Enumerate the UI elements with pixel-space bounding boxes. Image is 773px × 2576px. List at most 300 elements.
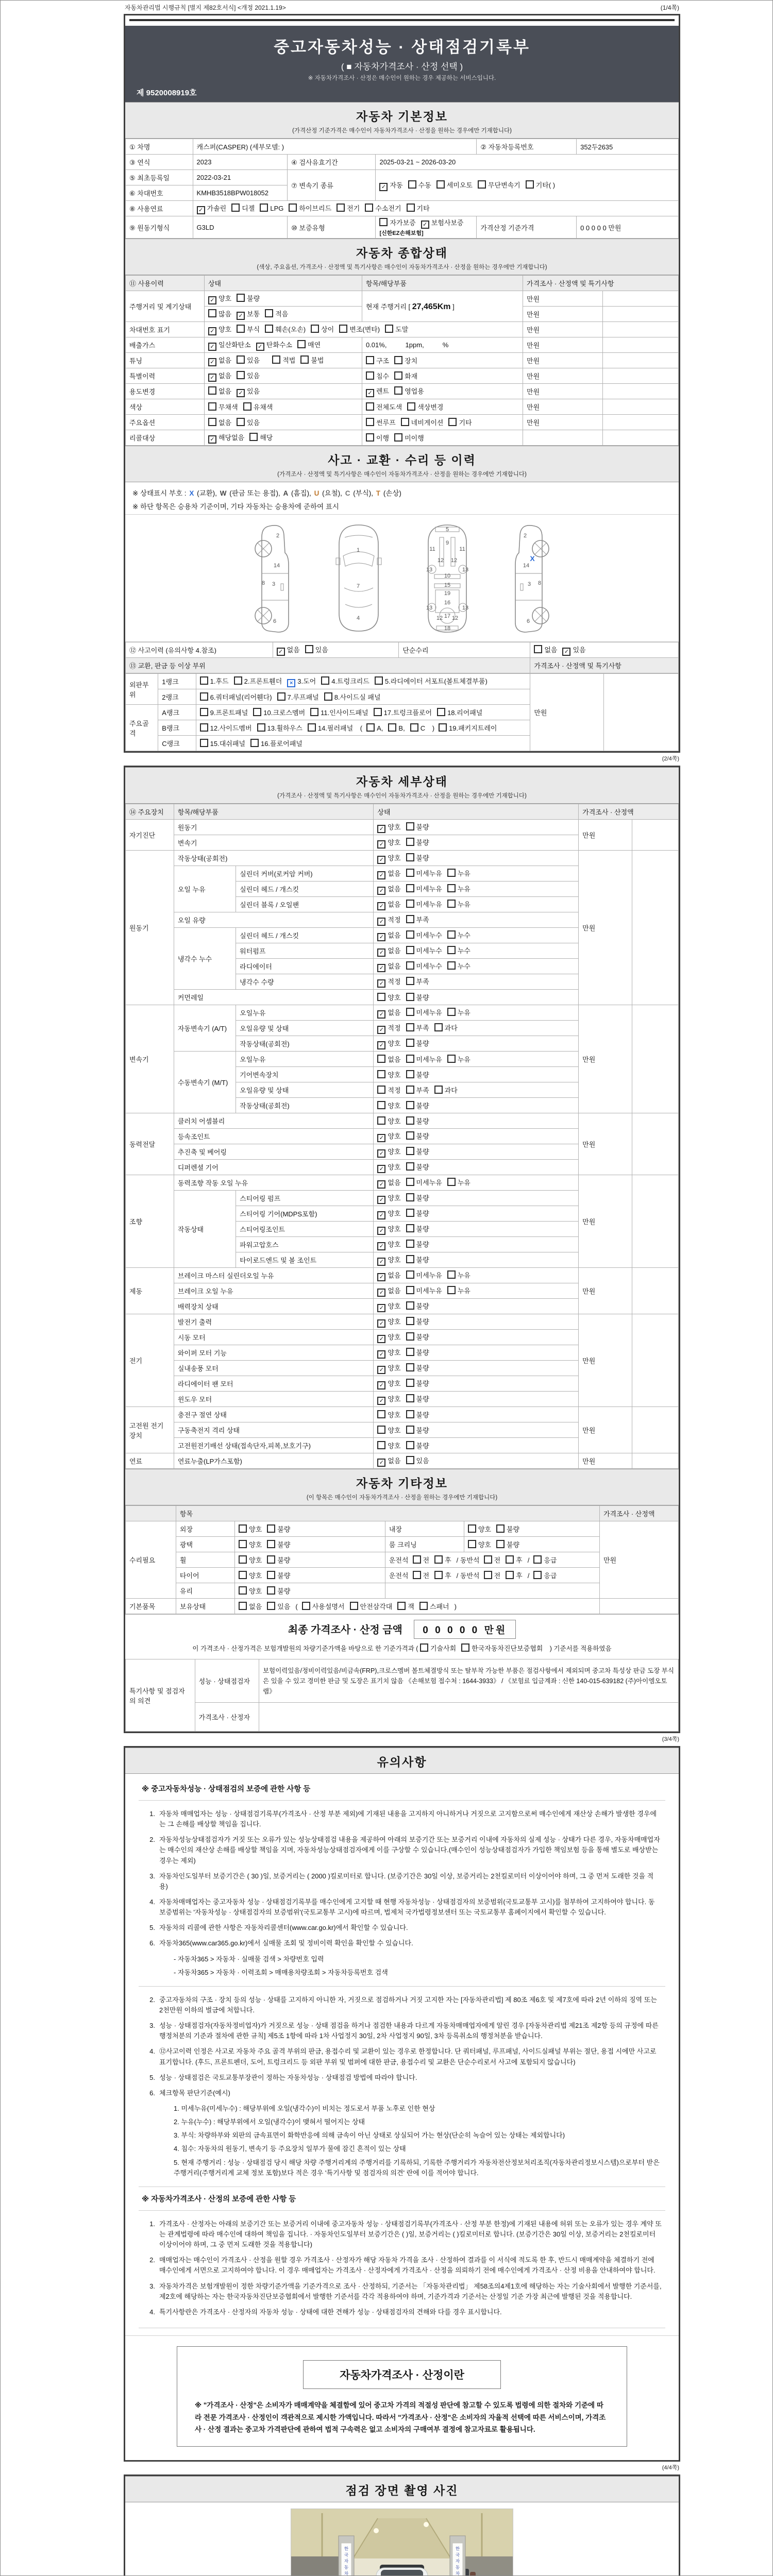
checkbox-option[interactable] <box>406 1363 429 1372</box>
checkbox-option[interactable] <box>237 417 260 427</box>
checkbox-icon[interactable] <box>406 977 414 985</box>
checkbox-option[interactable] <box>200 692 272 702</box>
checkbox-icon[interactable] <box>237 294 245 302</box>
checkbox-icon[interactable] <box>434 1555 443 1564</box>
checkbox-icon[interactable] <box>208 402 216 411</box>
checkbox-option[interactable] <box>448 417 472 427</box>
checkbox-icon[interactable] <box>339 325 347 333</box>
checkbox-option[interactable] <box>265 309 288 318</box>
checkbox-option[interactable] <box>406 1316 429 1326</box>
checkbox-icon[interactable] <box>265 325 273 333</box>
checkbox-option[interactable] <box>377 1146 400 1158</box>
checkbox-icon[interactable] <box>297 340 306 348</box>
checkbox-icon[interactable] <box>406 930 414 939</box>
checkbox-icon[interactable] <box>253 708 261 716</box>
checkbox-icon[interactable] <box>366 356 374 364</box>
checkbox-option[interactable] <box>374 707 432 717</box>
checkbox-icon[interactable] <box>267 1540 275 1548</box>
checked-checkbox-icon[interactable]: ✓ <box>377 1242 385 1250</box>
checked-checkbox-icon[interactable]: ✓ <box>377 1010 385 1019</box>
checkbox-icon[interactable] <box>448 418 457 426</box>
checkbox-option[interactable] <box>375 676 488 686</box>
checkbox-option[interactable] <box>447 930 470 940</box>
checkbox-option[interactable] <box>377 853 400 864</box>
checkbox-icon[interactable] <box>257 723 265 732</box>
checkbox-option[interactable] <box>406 1239 429 1249</box>
checkbox-icon[interactable] <box>234 676 242 685</box>
checkbox-icon[interactable] <box>437 708 445 716</box>
checkbox-option[interactable] <box>257 723 303 733</box>
checkbox-option[interactable] <box>208 355 231 366</box>
checkbox-option[interactable] <box>200 676 229 686</box>
checkbox-icon[interactable] <box>243 402 251 411</box>
checkbox-option[interactable] <box>377 1410 400 1419</box>
checkbox-icon[interactable] <box>478 180 486 189</box>
checkbox-icon[interactable] <box>379 218 388 226</box>
checkbox-icon[interactable] <box>406 838 414 846</box>
checkbox-icon[interactable] <box>406 1426 414 1434</box>
checkbox-option[interactable] <box>231 203 255 213</box>
checkbox-option[interactable] <box>394 355 417 365</box>
checkbox-option[interactable] <box>237 293 260 303</box>
checkbox-option[interactable] <box>265 324 306 334</box>
checkbox-option[interactable] <box>406 1023 429 1032</box>
checkbox-option[interactable] <box>406 868 442 878</box>
checkbox-icon[interactable] <box>447 1008 456 1016</box>
checkbox-option[interactable] <box>377 1301 400 1312</box>
checkbox-option[interactable] <box>434 1570 451 1580</box>
checkbox-icon[interactable] <box>447 1055 456 1063</box>
checkbox-icon[interactable] <box>260 204 268 212</box>
checkbox-icon[interactable] <box>406 1255 414 1263</box>
checkbox-option[interactable] <box>239 1601 262 1611</box>
checkbox-option[interactable] <box>406 1394 429 1403</box>
checkbox-option[interactable] <box>267 1570 290 1580</box>
checkbox-option[interactable] <box>496 1539 519 1549</box>
checkbox-option[interactable] <box>377 1224 400 1235</box>
checkbox-icon[interactable] <box>406 1055 414 1063</box>
checkbox-option[interactable] <box>447 1054 470 1064</box>
checkbox-option[interactable] <box>406 1224 429 1233</box>
checkbox-option[interactable] <box>377 1255 400 1266</box>
checkbox-option[interactable] <box>526 180 555 190</box>
checkbox-option[interactable] <box>447 1007 470 1017</box>
checkbox-icon[interactable] <box>366 433 374 442</box>
checkbox-option[interactable] <box>447 868 470 878</box>
checked-checkbox-icon[interactable]: ✓ <box>366 389 374 397</box>
checkbox-option[interactable] <box>434 1555 451 1565</box>
checkbox-icon[interactable] <box>533 1555 542 1564</box>
checkbox-icon[interactable] <box>406 993 414 1001</box>
checkbox-option[interactable] <box>256 340 292 351</box>
checked-checkbox-icon[interactable]: ✓ <box>377 948 385 957</box>
checkbox-option[interactable] <box>239 1555 262 1565</box>
checkbox-option[interactable] <box>208 417 231 427</box>
checkbox-option[interactable] <box>447 884 470 893</box>
checkbox-icon[interactable] <box>237 371 245 379</box>
checkbox-option[interactable] <box>337 203 360 213</box>
checkbox-option[interactable] <box>208 309 231 318</box>
checkbox-option[interactable] <box>397 1601 414 1611</box>
checkbox-icon[interactable] <box>200 708 208 716</box>
checked-checkbox-icon[interactable]: ✓ <box>208 296 216 304</box>
checkbox-option[interactable] <box>366 355 389 365</box>
checkbox-icon[interactable] <box>406 1363 414 1371</box>
checkbox-option[interactable] <box>419 1601 449 1611</box>
checkbox-option[interactable] <box>377 1208 400 1219</box>
checkbox-option[interactable] <box>468 1539 491 1549</box>
checkbox-option[interactable] <box>239 1570 262 1580</box>
checkbox-option[interactable] <box>377 1363 400 1374</box>
checkbox-option[interactable] <box>406 930 442 940</box>
checkbox-icon[interactable] <box>385 325 393 333</box>
checkbox-option[interactable] <box>461 1643 543 1653</box>
checkbox-option[interactable] <box>379 180 402 191</box>
checkbox-option[interactable] <box>401 417 444 427</box>
checkbox-option[interactable] <box>406 822 429 832</box>
checkbox-option[interactable] <box>377 976 400 988</box>
checkbox-icon[interactable] <box>406 1039 414 1047</box>
checkbox-icon[interactable] <box>406 1240 414 1248</box>
checkbox-option[interactable] <box>408 180 431 190</box>
checkbox-option[interactable] <box>366 402 402 412</box>
checkbox-option[interactable] <box>267 1586 290 1596</box>
checkbox-icon[interactable] <box>407 204 415 212</box>
checkbox-option[interactable] <box>436 180 473 190</box>
checkbox-option[interactable] <box>406 1177 442 1187</box>
checked-checkbox-icon[interactable]: ✓ <box>377 933 385 941</box>
checkbox-option[interactable] <box>534 645 557 654</box>
checkbox-option[interactable] <box>406 1378 429 1388</box>
checkbox-icon[interactable] <box>447 1270 456 1279</box>
checkbox-option[interactable] <box>350 1601 393 1611</box>
checkbox-icon[interactable] <box>419 1602 428 1610</box>
checkbox-option[interactable] <box>406 1193 429 1202</box>
checkbox-option[interactable] <box>434 1085 458 1095</box>
checkbox-option[interactable] <box>406 1146 429 1156</box>
checkbox-icon[interactable] <box>208 309 216 317</box>
checkbox-icon[interactable] <box>533 1571 542 1579</box>
checkbox-icon[interactable] <box>239 1540 247 1548</box>
checkbox-icon[interactable] <box>434 1571 443 1579</box>
checked-checkbox-icon[interactable]: ✓ <box>377 871 385 879</box>
checkbox-icon[interactable] <box>447 930 456 939</box>
checkbox-option[interactable] <box>406 1455 429 1465</box>
checkbox-option[interactable] <box>406 1131 429 1141</box>
checkbox-option[interactable] <box>237 386 260 397</box>
checkbox-option[interactable] <box>406 1070 429 1079</box>
checkbox-option[interactable] <box>308 723 353 733</box>
checkbox-icon[interactable] <box>406 915 414 923</box>
checked-checkbox-icon[interactable]: ✓ <box>197 206 205 214</box>
checked-checkbox-icon[interactable]: ✓ <box>377 1180 385 1189</box>
checkbox-option[interactable] <box>377 1347 400 1359</box>
checkbox-icon[interactable] <box>267 1571 275 1579</box>
checkbox-icon[interactable] <box>447 1286 456 1294</box>
checkbox-option[interactable] <box>484 1555 501 1565</box>
checkbox-icon[interactable] <box>289 204 297 212</box>
checkbox-option[interactable] <box>277 645 300 656</box>
checkbox-icon[interactable] <box>267 1555 275 1564</box>
checked-checkbox-icon[interactable]: ✓ <box>256 343 264 351</box>
checkbox-icon[interactable] <box>406 1286 414 1294</box>
checkbox-icon[interactable] <box>272 355 280 364</box>
checkbox-icon[interactable] <box>406 1456 414 1464</box>
checkbox-icon[interactable] <box>447 961 456 970</box>
checkbox-option[interactable] <box>420 1643 456 1653</box>
checkbox-option[interactable] <box>406 992 429 1002</box>
checkbox-icon[interactable] <box>406 1209 414 1217</box>
checkbox-icon[interactable] <box>250 739 259 747</box>
checkbox-option[interactable] <box>366 723 383 732</box>
checkbox-icon[interactable] <box>249 433 258 441</box>
checkbox-icon[interactable] <box>377 1116 385 1125</box>
checkbox-option[interactable] <box>385 324 408 334</box>
checkbox-option[interactable] <box>406 1007 442 1017</box>
checkbox-option[interactable] <box>406 1301 429 1311</box>
checked-checkbox-icon[interactable]: ✓ <box>377 964 385 972</box>
checkbox-option[interactable] <box>366 433 389 443</box>
checkbox-option[interactable] <box>406 961 442 971</box>
checkbox-icon[interactable] <box>484 1555 492 1564</box>
checked-checkbox-icon[interactable]: ✓ <box>377 1041 385 1049</box>
checkbox-icon[interactable] <box>506 1555 514 1564</box>
checkbox-option[interactable] <box>300 355 324 365</box>
checkbox-option[interactable] <box>208 324 231 335</box>
checkbox-icon[interactable] <box>461 1643 469 1652</box>
checkbox-icon[interactable] <box>394 386 402 395</box>
checkbox-option[interactable] <box>297 340 321 349</box>
checked-checkbox-icon[interactable]: ✓ <box>377 1273 385 1281</box>
checkbox-option[interactable] <box>394 386 424 396</box>
checkbox-option[interactable] <box>406 1162 429 1172</box>
checkbox-icon[interactable] <box>374 708 382 716</box>
checkbox-icon[interactable] <box>496 1540 505 1548</box>
checkbox-icon[interactable] <box>406 1441 414 1449</box>
checkbox-option[interactable] <box>377 1085 400 1095</box>
checkbox-option[interactable] <box>267 1539 290 1549</box>
checkbox-option[interactable] <box>406 1270 442 1280</box>
checkbox-option[interactable] <box>366 386 389 397</box>
checkbox-icon[interactable] <box>406 1086 414 1094</box>
checkbox-icon[interactable] <box>239 1524 247 1533</box>
checkbox-icon[interactable] <box>406 1224 414 1232</box>
checked-checkbox-icon[interactable]: ✓ <box>377 1304 385 1312</box>
checkbox-option[interactable] <box>406 945 442 955</box>
checkbox-icon[interactable] <box>237 355 245 364</box>
checkbox-option[interactable] <box>406 1410 429 1419</box>
checkbox-icon[interactable] <box>406 1379 414 1387</box>
checkbox-option[interactable] <box>197 203 227 214</box>
checkbox-icon[interactable] <box>267 1602 275 1610</box>
checkbox-option[interactable] <box>437 707 482 717</box>
checked-checkbox-icon[interactable]: ✓ <box>208 435 216 444</box>
checkbox-option[interactable] <box>237 324 260 334</box>
checkbox-option[interactable] <box>388 723 405 732</box>
checkbox-icon[interactable] <box>406 1270 414 1279</box>
checkbox-icon[interactable] <box>406 1394 414 1402</box>
checked-checkbox-icon[interactable]: ✓ <box>377 1459 385 1467</box>
checked-checkbox-icon[interactable]: ✓ <box>377 1211 385 1219</box>
checked-checkbox-icon[interactable]: ✓ <box>377 840 385 849</box>
checkbox-option[interactable] <box>562 645 585 656</box>
checkbox-option[interactable] <box>365 203 401 213</box>
checkbox-option[interactable] <box>377 868 400 879</box>
checkbox-icon[interactable] <box>468 1540 476 1548</box>
checkbox-icon[interactable] <box>447 869 456 877</box>
checkbox-icon[interactable] <box>200 723 208 732</box>
checkbox-option[interactable] <box>377 899 400 910</box>
checkbox-icon[interactable] <box>365 204 373 212</box>
checkbox-option[interactable] <box>377 1007 400 1019</box>
checked-checkbox-icon[interactable]: ✓ <box>379 183 388 191</box>
checkbox-icon[interactable] <box>434 1086 443 1094</box>
checkbox-option[interactable] <box>447 1285 470 1295</box>
checkbox-icon[interactable] <box>394 433 402 442</box>
checkbox-icon[interactable] <box>377 1410 385 1418</box>
checked-checkbox-icon[interactable]: ✓ <box>377 1319 385 1328</box>
checkbox-icon[interactable] <box>401 418 409 426</box>
checkbox-option[interactable] <box>406 1347 429 1357</box>
checkbox-icon[interactable] <box>397 1602 406 1610</box>
checkbox-option[interactable] <box>406 1332 429 1342</box>
checkbox-option[interactable] <box>506 1570 523 1580</box>
checkbox-option[interactable] <box>237 355 260 365</box>
checkbox-icon[interactable] <box>200 676 208 685</box>
checkbox-option[interactable] <box>406 976 429 986</box>
checkbox-option[interactable] <box>377 930 400 941</box>
checkbox-icon[interactable] <box>439 723 447 732</box>
checkbox-option[interactable] <box>200 738 245 748</box>
checkbox-icon[interactable] <box>406 946 414 954</box>
checkbox-icon[interactable] <box>377 993 385 1001</box>
checkbox-icon[interactable] <box>208 418 216 426</box>
checkbox-icon[interactable] <box>366 418 374 426</box>
checkbox-icon[interactable] <box>534 645 542 653</box>
checked-checkbox-icon[interactable]: ✓ <box>377 825 385 833</box>
checkbox-option[interactable] <box>200 723 252 733</box>
checkbox-icon[interactable] <box>420 1643 428 1652</box>
checkbox-option[interactable] <box>406 1208 429 1218</box>
checked-checkbox-icon[interactable]: ✓ <box>208 358 216 366</box>
checkbox-option[interactable] <box>377 822 400 833</box>
checkbox-icon[interactable] <box>406 1317 414 1325</box>
checkbox-option[interactable] <box>406 914 429 924</box>
checkbox-icon[interactable] <box>366 371 374 380</box>
checkbox-icon[interactable] <box>406 900 414 908</box>
checkbox-icon[interactable] <box>231 204 240 212</box>
checkbox-option[interactable] <box>447 945 470 955</box>
checkbox-option[interactable] <box>377 961 400 972</box>
checkbox-icon[interactable] <box>265 309 273 317</box>
checkbox-icon[interactable] <box>406 1162 414 1171</box>
checkbox-icon[interactable] <box>267 1524 275 1533</box>
checkbox-option[interactable] <box>239 1524 262 1534</box>
checkbox-icon[interactable] <box>406 1410 414 1418</box>
checkbox-icon[interactable] <box>267 1586 275 1595</box>
checkbox-icon[interactable] <box>311 325 319 333</box>
checkbox-icon[interactable] <box>406 1131 414 1140</box>
checked-checkbox-icon[interactable]: ✓ <box>562 648 570 656</box>
checkbox-option[interactable] <box>506 1555 523 1565</box>
checkbox-icon[interactable] <box>406 1301 414 1310</box>
checkbox-option[interactable] <box>377 1162 400 1173</box>
checked-checkbox-icon[interactable]: ✓ <box>377 902 385 910</box>
checkbox-icon[interactable] <box>208 386 216 395</box>
checkbox-option[interactable] <box>260 204 283 212</box>
checkbox-option[interactable] <box>377 1070 400 1079</box>
checkbox-option[interactable] <box>406 837 429 847</box>
checkbox-icon[interactable] <box>237 325 245 333</box>
checkbox-option[interactable] <box>377 1100 400 1110</box>
checkbox-icon[interactable] <box>302 1602 310 1610</box>
checkbox-icon[interactable] <box>406 1023 414 1031</box>
checkbox-icon[interactable] <box>406 1008 414 1016</box>
checkbox-icon[interactable] <box>377 1086 385 1094</box>
checkbox-option[interactable] <box>377 1193 400 1204</box>
checked-checkbox-icon[interactable]: ✓ <box>377 1258 385 1266</box>
checkbox-option[interactable] <box>305 645 328 654</box>
checkbox-option[interactable] <box>406 884 442 893</box>
checkbox-icon[interactable] <box>377 1101 385 1109</box>
checkbox-option[interactable] <box>208 340 251 351</box>
checkbox-icon[interactable] <box>406 1332 414 1341</box>
checkbox-option[interactable] <box>311 324 334 334</box>
checkbox-icon[interactable] <box>239 1555 247 1564</box>
checkbox-option[interactable] <box>421 217 464 229</box>
checkbox-option[interactable] <box>239 1539 262 1549</box>
checkbox-icon[interactable] <box>406 884 414 892</box>
checkbox-option[interactable] <box>406 899 442 909</box>
checked-checkbox-icon[interactable]: ✓ <box>377 856 385 864</box>
checked-checkbox-icon[interactable]: ✓ <box>377 979 385 988</box>
checkbox-option[interactable] <box>377 1054 400 1064</box>
checkbox-option[interactable] <box>377 1332 400 1343</box>
checkbox-icon[interactable] <box>406 1348 414 1356</box>
checkbox-option[interactable] <box>310 707 368 717</box>
checkbox-option[interactable] <box>377 837 400 849</box>
checkbox-icon[interactable] <box>447 1178 456 1186</box>
checked-checkbox-icon[interactable]: ✓ <box>208 374 216 382</box>
checkbox-option[interactable] <box>478 180 520 190</box>
checkbox-icon[interactable] <box>300 355 309 364</box>
checkbox-option[interactable] <box>484 1570 501 1580</box>
checkbox-icon[interactable] <box>324 692 332 701</box>
checkbox-icon[interactable] <box>413 1571 421 1579</box>
checkbox-option[interactable] <box>468 1524 491 1534</box>
checked-checkbox-icon[interactable]: ✓ <box>377 1289 385 1297</box>
checkbox-option[interactable] <box>267 1555 290 1565</box>
checkbox-icon[interactable] <box>200 692 208 701</box>
checkbox-option[interactable] <box>377 1023 400 1034</box>
checkbox-option[interactable] <box>406 1425 429 1435</box>
checkbox-option[interactable] <box>407 203 430 213</box>
checkbox-option[interactable] <box>208 386 231 396</box>
checkbox-icon[interactable] <box>377 1070 385 1078</box>
checkbox-option[interactable] <box>447 899 470 909</box>
checkbox-option[interactable] <box>434 1023 458 1032</box>
checkbox-icon[interactable] <box>484 1571 492 1579</box>
checked-checkbox-icon[interactable]: ✓ <box>208 343 216 351</box>
checkbox-option[interactable] <box>406 1054 442 1064</box>
checkbox-icon[interactable] <box>406 961 414 970</box>
checkbox-option[interactable] <box>321 676 369 686</box>
checkbox-option[interactable] <box>377 1270 400 1281</box>
checkbox-option[interactable] <box>447 961 470 971</box>
checkbox-option[interactable] <box>208 432 244 444</box>
checkbox-icon[interactable] <box>310 708 318 716</box>
checkbox-option[interactable] <box>253 707 305 717</box>
